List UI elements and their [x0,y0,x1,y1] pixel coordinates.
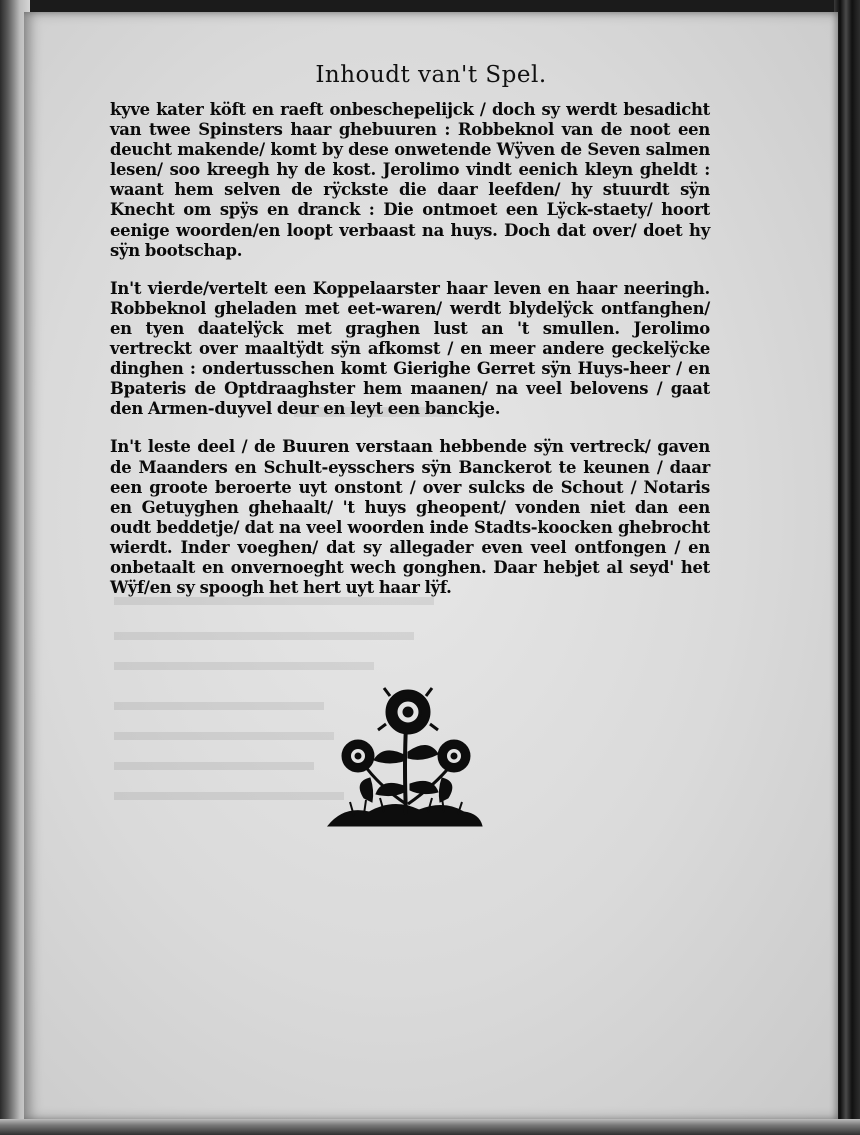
paragraph-act-four-summary: In't vierde/vertelt een Koppelaarster haar leven en haar neeringh. Robbeknol gheladen met eet-waren/ werdt blydelÿck ontfanghen/ en tyen daatelÿck met graghen lust an 't smullen. Jerolimo vertreckt over maaltÿdt sÿn afkomst / en meer andere geckelÿcke dinghen : ondertusschen komt Gierighe Gerret sÿn Huys-heer / en Bpateris de Optdraaghster hem maanen/ na veel belovens / gaat den Armen-duyvel deur en leyt een banckje. [110,278,710,419]
page-header: Inhoudt van't Spel. [315,62,547,88]
paper-page [24,12,838,1120]
page-body [110,100,710,616]
paragraph-act-five-summary: In't leste deel / de Buuren verstaan hebbende sÿn vertreck/ gaven de Maanders en Schult-eysschers sÿn Banckerot te keunen / daar een groote beroerte uyt onstont / over sulcks de Schout / Notaris en Getuyghen ghehaalt/ 't huys gheopent/ vonden niet dan een oudt beddetje/ dat na veel woorden inde Stadts-koocken ghebrocht wierdt. Inder voeghen/ dat sy allegader even veel ontfongen / en onbetaalt en onvernoeght wech gonghen. Daar hebjet al seyd' het Wÿf/en sy spoogh het hert uyt haar lÿf. [110,437,710,598]
paragraph-act-three-summary: kyve kater köft en raeft onbeschepelijck / doch sy werdt besadicht van twee Spinsters haar ghebuuren : Robbeknol van de noot een deucht makende/ komt by dese onwetende Wÿven de Seven salmen lesen/ soo kreegh hy de kost. Jerolimo vindt eenich kleyn gheldt : waant hem selven de rÿckste die daar leefden/ hy stuurdt sÿn Knecht om spÿs en dranck : Die ontmoet een Lÿck-staety/ hoort eenige woorden/en loopt verbaast na huys. Doch dat over/ doet hy sÿn bootschap. [110,100,710,260]
bottom-page-edge [0,1119,860,1135]
flower-woodcut-ornament-icon [324,686,484,834]
